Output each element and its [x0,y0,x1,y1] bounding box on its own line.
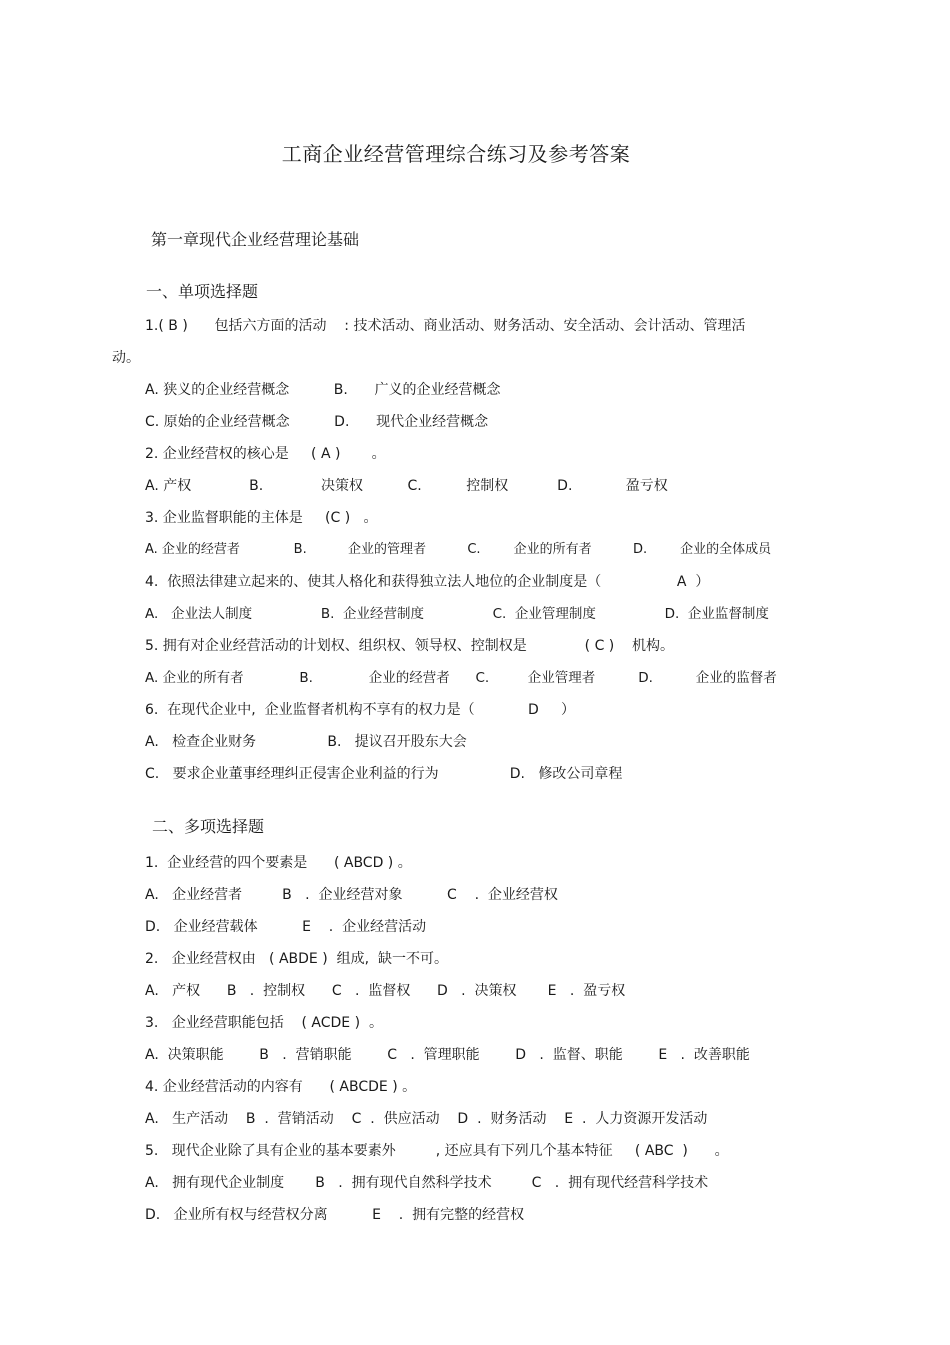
option-line: A. 决策职能 B . 营销职能 C . 管理职能 D . 监督、职能 E . 改善职能 [145,1047,750,1063]
question-line: 5. 现代企业除了具有企业的基本要素外 , 还应具有下列几个基本特征 ( ABC ) 。 [145,1143,729,1159]
option-line: A. 生产活动 B . 营销活动 C . 供应活动 D . 财务活动 E . 人力资源开发活动 [145,1111,708,1127]
question-line: 1. 企业经营的四个要素是 ( ABCD ) 。 [145,855,412,871]
question-line: 5. 拥有对企业经营活动的计划权、组织权、领导权、控制权是 ( C ) 机构。 [145,638,675,654]
question-line: 4. 企业经营活动的内容有 ( ABCDE ) 。 [145,1079,417,1095]
question-line: 3. 企业经营职能包括 ( ACDE ) 。 [145,1015,383,1031]
option-line: A. 产权 B. 决策权 C. 控制权 D. 盈亏权 [145,478,668,494]
question-line: 6. 在现代企业中, 企业监督者机构不享有的权力是（ D ） [145,702,576,718]
option-line: A. 狭义的企业经营概念 B. 广义的企业经营概念 [145,382,501,398]
section-heading-multiple-choice: 二、多项选择题 [152,817,265,836]
option-line: D. 企业所有权与经营权分离 E . 拥有完整的经营权 [145,1207,525,1223]
chapter-heading: 第一章现代企业经营理论基础 [151,230,360,249]
option-line: D. 企业经营载体 E . 企业经营活动 [145,919,427,935]
option-line: A. 检查企业财务 B. 提议召开股东大会 [145,734,467,750]
option-line: A. 企业法人制度 B. 企业经营制度 C. 企业管理制度 D. 企业监督制度 [145,606,769,622]
option-line: A. 企业经营者 B . 企业经营对象 C . 企业经营权 [145,887,558,903]
option-line: C. 原始的企业经营概念 D. 现代企业经营概念 [145,414,489,430]
option-line: A. 拥有现代企业制度 B . 拥有现代自然科学技术 C . 拥有现代经营科学技术 [145,1175,709,1191]
question-line: 4. 依照法律建立起来的、使其人格化和获得独立法人地位的企业制度是（ A ） [145,574,710,590]
document-title: 工商企业经营管理综合练习及参考答案 [281,142,631,166]
option-line: A. 企业的所有者 B. 企业的经营者 C. 企业管理者 D. 企业的监督者 [145,670,777,686]
option-line: C. 要求企业董事经理纠正侵害企业利益的行为 D. 修改公司章程 [145,766,623,782]
question-line: 3. 企业监督职能的主体是 (C ) 。 [145,510,378,526]
question-line: 2. 企业经营权的核心是 ( A ) 。 [145,446,386,462]
option-line: A. 企业的经营者 B. 企业的管理者 C. 企业的所有者 D. 企业的全体成员 [145,542,772,557]
section-heading-single-choice: 一、单项选择题 [146,282,259,301]
option-line: A. 产权 B . 控制权 C . 监督权 D . 决策权 E . 盈亏权 [145,983,626,999]
question-line: 2. 企业经营权由 ( ABDE ) 组成, 缺一不可。 [145,951,448,967]
question-line: 1.( B ) 包括六方面的活动 : 技术活动、商业活动、财务活动、安全活动、会计活动、管理活 [145,318,746,334]
question-line: 动。 [112,350,140,366]
